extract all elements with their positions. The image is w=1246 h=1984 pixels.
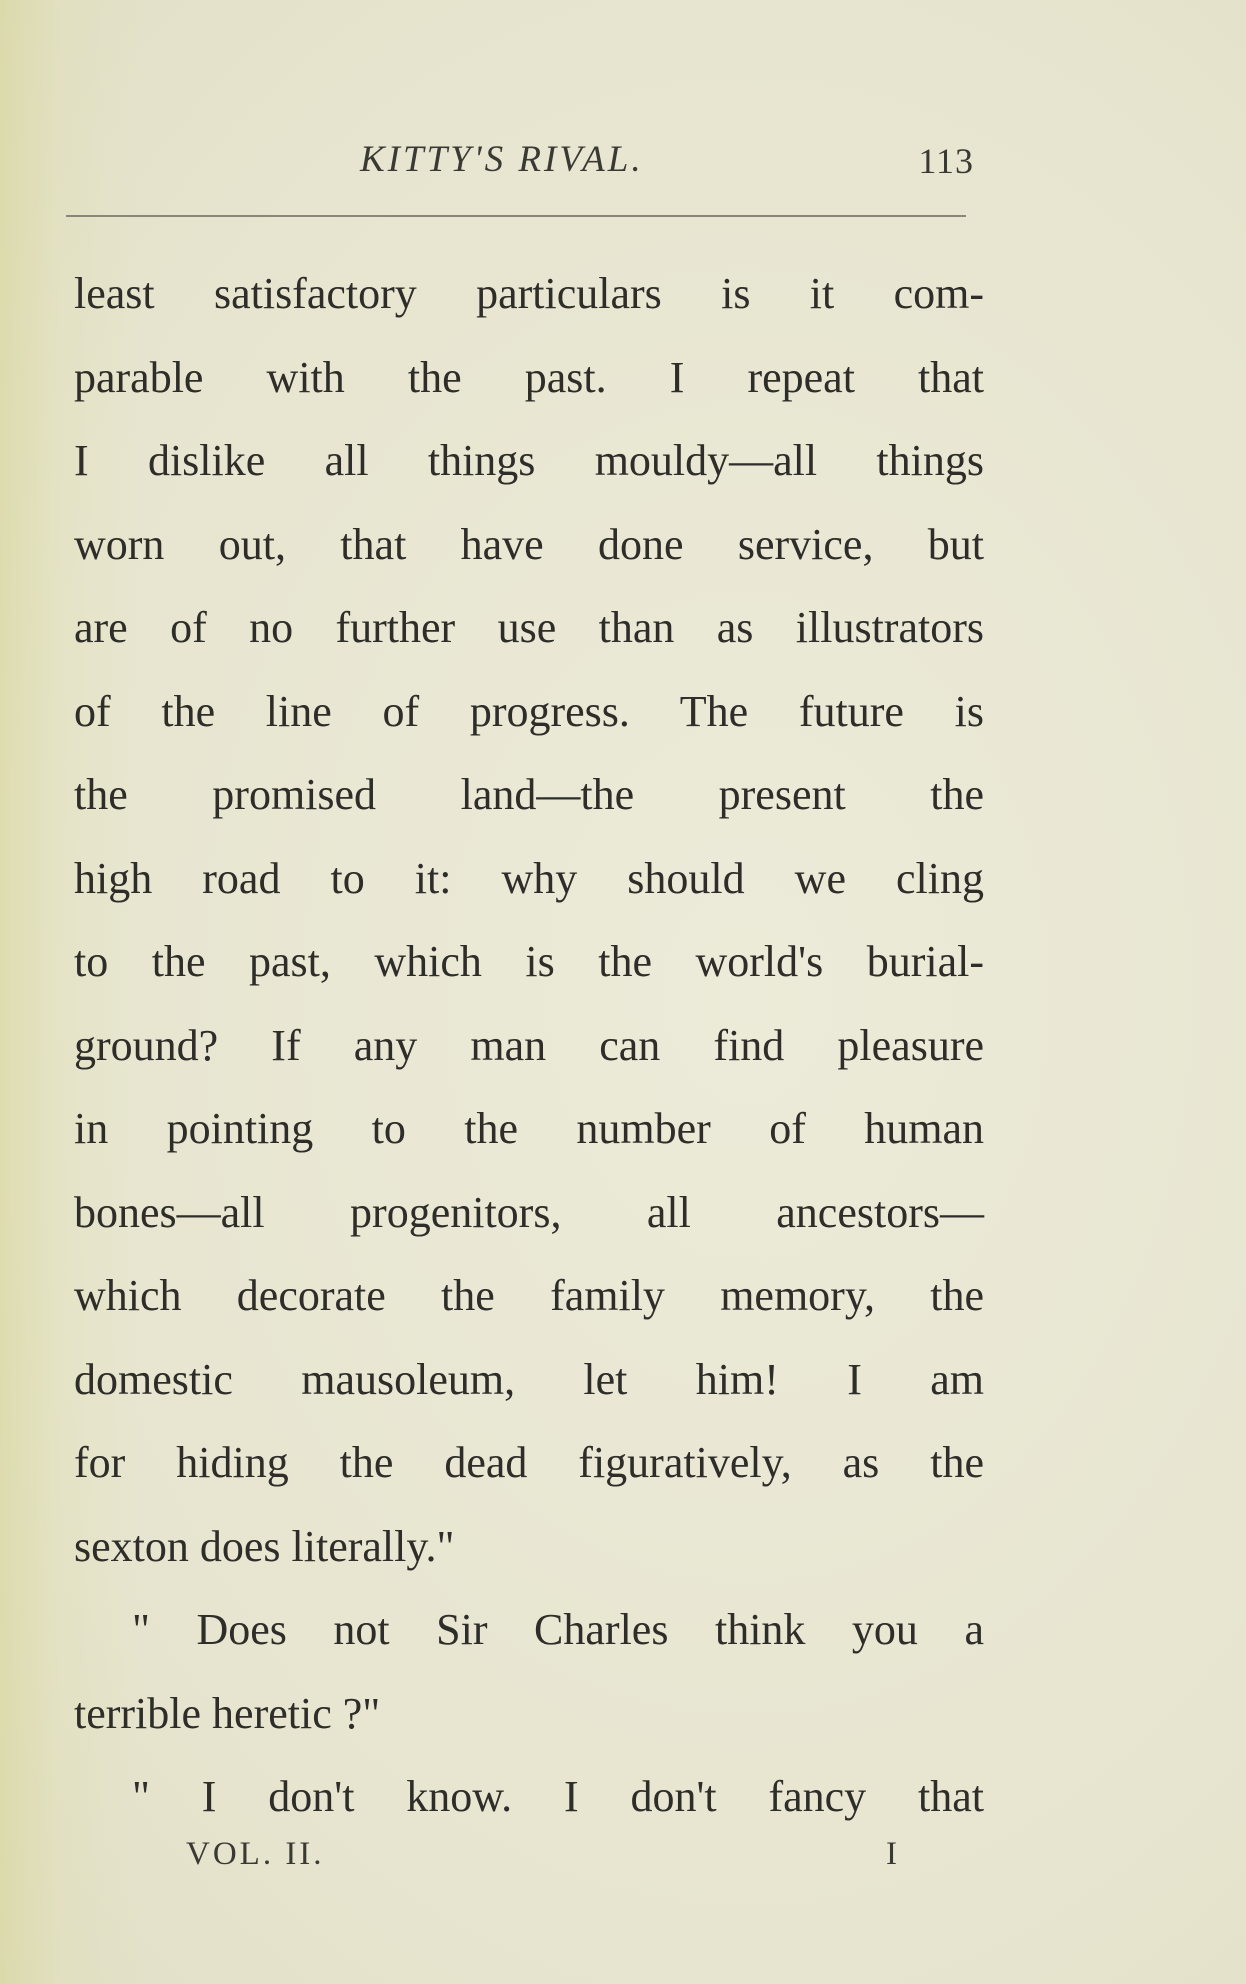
text-line: high road to it: why should we cling [74,853,984,903]
text-line: the promised land—the present the [74,770,984,819]
text-line: domestic mausoleum, let him! I am [74,1354,984,1404]
text-line: sexton does literally." [74,1521,455,1571]
page-header [72,138,972,188]
text-line: parable with the past. I repeat that [74,352,984,402]
text-line: are of no further use than as illustrators [74,603,984,652]
running-title: KITTY'S RIVAL. [360,139,644,180]
text-line: I dislike all things mouldy—all things [74,436,984,485]
text-line: bones—all progenitors, all ancestors— [74,1187,984,1237]
body-text [74,252,984,1839]
page-footer [186,1836,906,1880]
text-line: to the past, which is the world's burial- [74,937,984,986]
text-line: " Does not Sir Charles think you a [132,1605,984,1654]
text-line: " I don't know. I don't fancy that [132,1772,984,1821]
text-line: terrible heretic ?" [74,1688,381,1738]
text-line: worn out, that have done service, but [74,519,984,569]
signature-mark: I [886,1836,897,1872]
text-line: of the line of progress. The future is [74,686,984,736]
text-line: ground? If any man can find pleasure [74,1020,984,1070]
text-line: which decorate the family memory, the [74,1271,984,1320]
text-line: least satisfactory particulars is it com- [74,269,984,318]
volume-label: VOL. II. [186,1836,325,1872]
page-number: 113 [918,141,974,181]
header-rule [66,215,966,217]
text-line: in pointing to the number of human [74,1104,984,1153]
text-line: for hiding the dead figuratively, as the [74,1438,984,1487]
